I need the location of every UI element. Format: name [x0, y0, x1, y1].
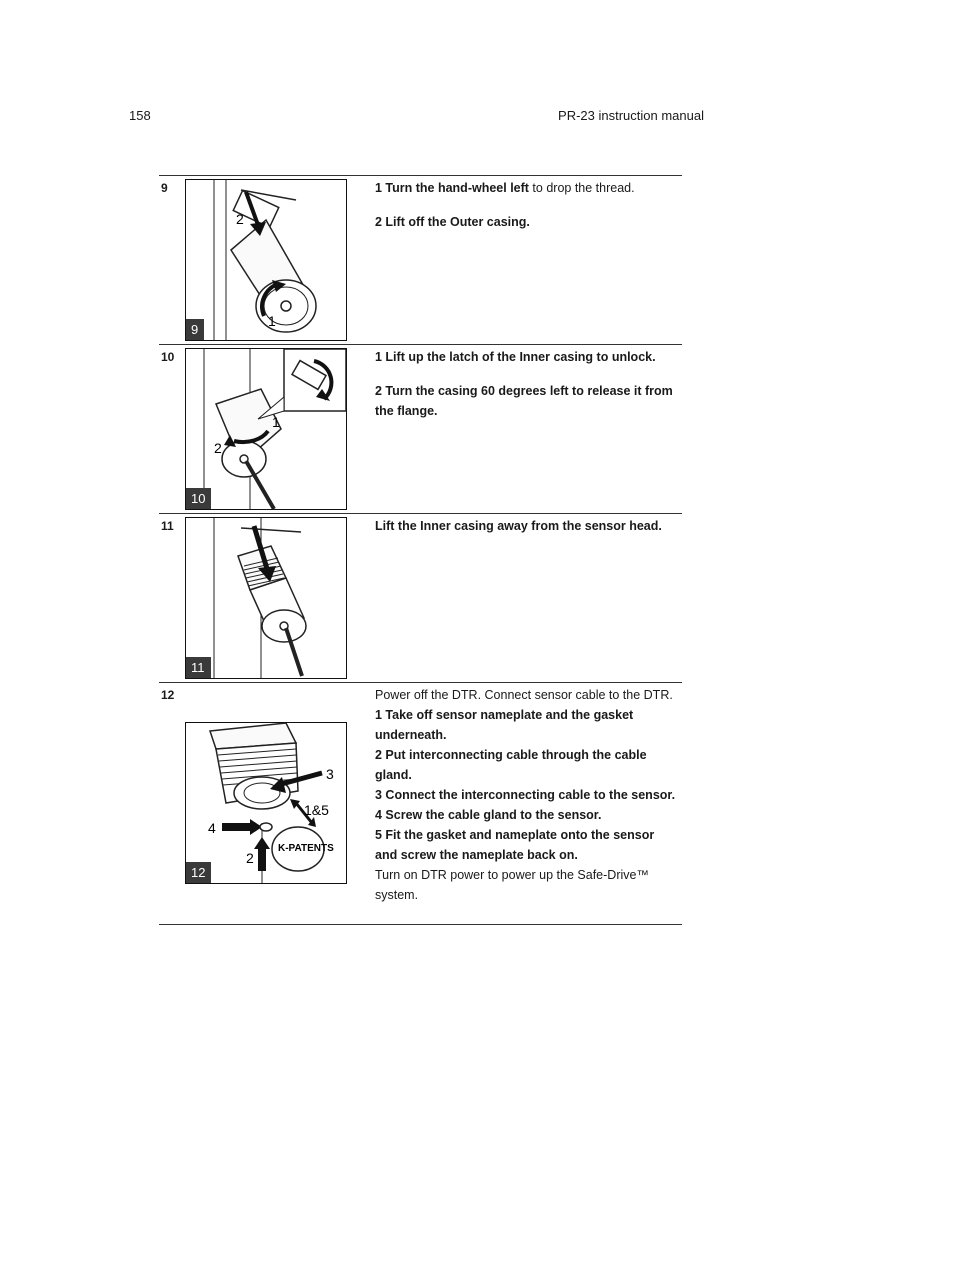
step-11-illustration: [186, 518, 346, 678]
callout-4: 4: [208, 820, 216, 836]
step-figure-10: [185, 348, 347, 510]
step-description-9: [375, 178, 677, 232]
instruction-bold: 1 Lift up the latch of the Inner casing to unlock.: [375, 350, 656, 364]
step-9-illustration: [186, 180, 346, 340]
logo-text: K-PATENTS: [278, 843, 334, 854]
callout-1-and-5: 1&5: [304, 802, 329, 818]
callout-3: 3: [326, 766, 334, 782]
instruction-text: to drop the thread.: [528, 181, 635, 195]
instruction-bold: 2 Turn the casing 60 degrees left to release it from the flange.: [375, 384, 673, 418]
step-row-10: [159, 345, 682, 514]
step-12-illustration: [186, 723, 346, 883]
steps-table: [159, 175, 682, 925]
step-number: 9: [161, 181, 168, 195]
instruction-item: 5 Fit the gasket and nameplate onto the sensor and screw the nameplate back on.: [375, 828, 655, 862]
step-row-9: [159, 176, 682, 345]
step-number: 11: [161, 519, 174, 533]
instruction-item: 1 Take off sensor nameplate and the gasket underneath.: [375, 708, 634, 742]
instruction-outro: Turn on DTR power to power up the Safe-Drive™ system.: [375, 868, 649, 902]
instruction-item: 4 Screw the cable gland to the sensor.: [375, 808, 602, 822]
step-row-11: [159, 514, 682, 683]
step-description-12: [375, 685, 677, 905]
figure-badge: 11: [186, 657, 211, 678]
instruction-item: 3 Connect the interconnecting cable to the sensor.: [375, 788, 676, 802]
figure-badge: 9: [186, 319, 204, 340]
instruction-bold: 1 Turn the hand-wheel left: [375, 181, 529, 195]
callout-2: 2: [214, 440, 222, 456]
step-row-12: [159, 683, 682, 925]
page-number: 158: [129, 108, 151, 123]
step-description-10: [375, 347, 677, 421]
instruction-item: 2 Put interconnecting cable through the cable gland.: [375, 748, 647, 782]
instruction-intro: Power off the DTR. Connect sensor cable to the DTR.: [375, 688, 673, 702]
step-figure-11: [185, 517, 347, 679]
step-figure-9: [185, 179, 347, 341]
step-number: 12: [161, 688, 175, 702]
manual-title: PR-23 instruction manual: [558, 108, 704, 123]
callout-2: 2: [246, 850, 254, 866]
callout-2: 2: [236, 211, 244, 227]
step-10-illustration: [186, 349, 346, 509]
callout-1: 1: [272, 414, 280, 430]
instruction-bold: Lift the Inner casing away from the sensor head.: [375, 519, 662, 533]
step-number: 10: [161, 350, 175, 364]
figure-badge: 12: [186, 862, 211, 883]
step-figure-12: [185, 722, 347, 884]
figure-badge: 10: [186, 488, 211, 509]
step-description-11: [375, 516, 677, 536]
instruction-bold: 2 Lift off the Outer casing.: [375, 215, 530, 229]
callout-1: 1: [268, 313, 276, 329]
